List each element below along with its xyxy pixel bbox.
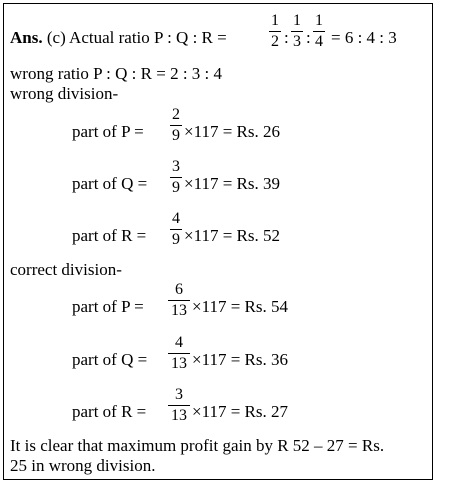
part-expression: ×117 = Rs. 36 [192,350,288,369]
part-label: part of P = [72,297,144,316]
part-label: part of P = [72,122,144,141]
actual-frac-p: 1 2 [271,12,279,50]
part-label: part of Q = [72,350,148,369]
answer-box [3,3,433,480]
fraction: 4 9 [172,210,180,248]
part-expression: ×117 = Rs. 54 [192,297,288,316]
actual-ratio-label: Actual ratio P : Q : R = [69,28,227,47]
answer-header [10,28,227,48]
answer-prefix: Ans. [10,28,43,47]
conclusion-line-2: 25 in wrong division. [10,456,156,475]
ratio-colon: : [306,28,311,47]
ratio-colon: : [284,28,289,47]
part-expression: ×117 = Rs. 39 [184,174,280,193]
part-expression: ×117 = Rs. 26 [184,122,280,141]
correct-division-heading: correct division- [10,260,122,279]
part-label: part of Q = [72,174,148,193]
fraction: 2 9 [172,106,180,144]
actual-frac-r: 1 4 [315,12,323,50]
fraction: 4 13 [168,334,190,373]
conclusion-line-1: It is clear that maximum profit gain by R 52 – 27 = Rs. [10,436,385,455]
part-expression: ×117 = Rs. 52 [184,226,280,245]
fraction: 3 9 [172,158,180,196]
wrong-ratio: wrong ratio P : Q : R = 2 : 3 : 4 [10,64,223,83]
part-label: part of R = [72,226,147,245]
fraction: 3 13 [168,386,190,425]
actual-ratio-result: = 6 : 4 : 3 [331,28,397,47]
fraction: 6 13 [168,281,190,320]
actual-frac-q: 1 3 [293,12,301,50]
part-label: part of R = [72,402,147,421]
part-expression: ×117 = Rs. 27 [192,402,288,421]
answer-option: (c) [46,28,66,47]
wrong-division-heading: wrong division- [10,84,119,103]
